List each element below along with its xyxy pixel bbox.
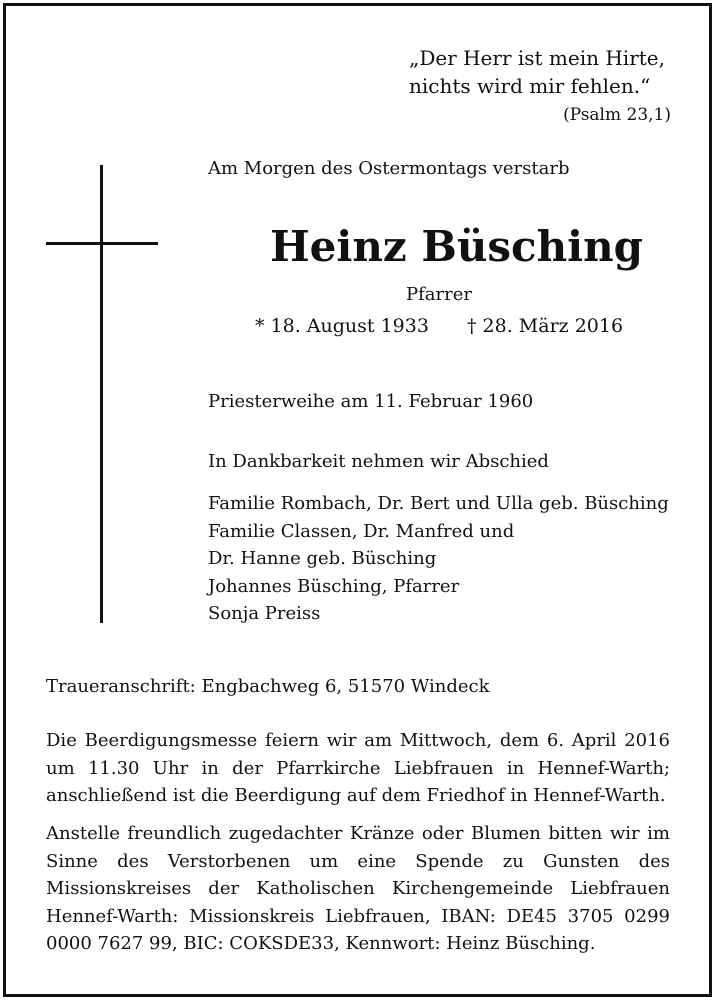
cross-icon-beam <box>46 242 158 245</box>
mourning-address: Traueranschrift: Engbachweg 6, 51570 Windeck <box>46 676 490 697</box>
mourner-item: Sonja Preiss <box>208 603 321 624</box>
psalm-line-2: nichts wird mir fehlen.“ <box>408 74 651 98</box>
cross-icon <box>100 165 103 623</box>
farewell-text: In Dankbarkeit nehmen wir Abschied <box>208 451 549 472</box>
mourners-list <box>208 490 669 628</box>
donation-details: Anstelle freundlich zugedachter Kränze oder Blumen bitten wir im Sinne des Verstorbenen um eine Spende zu Gunsten des Missionskreises der Katholischen Kirchengemeinde Liebfrauen Hennef-Warth: Missionskreis Liebfrauen, IBAN: DE45 3705 0299 0000 7627 99, BIC: COKSDE33, Kennwort: Heinz Büsching. <box>46 823 670 954</box>
psalm-line-1: „Der Herr ist mein Hirte, <box>408 46 665 70</box>
death-date: † 28. März 2016 <box>467 315 624 337</box>
deceased-name: Heinz Büsching <box>270 222 644 271</box>
psalm-reference: (Psalm 23,1) <box>563 105 671 125</box>
psalm-quote <box>409 44 665 100</box>
ordination-date: Priesterweihe am 11. Februar 1960 <box>208 391 534 412</box>
mourner-item: Johannes Büsching, Pfarrer <box>208 575 460 597</box>
intro-text: Am Morgen des Ostermontags verstarb <box>208 158 570 179</box>
funeral-details: Die Beerdigungsmesse feiern wir am Mittwoch, dem 6. April 2016 um 11.30 Uhr in der Pfarrkirche Liebfrauen in Hennef-Warth; anschließend ist die Beerdigung auf dem Friedhof in Hennef-Warth. <box>46 730 670 806</box>
deceased-title: Pfarrer <box>406 284 472 305</box>
mourner-item: Familie Classen, Dr. Manfred und <box>208 520 515 542</box>
birth-date: * 18. August 1933 <box>255 315 429 337</box>
mourner-item: Familie Rombach, Dr. Bert und Ulla geb. Büsching <box>208 493 669 514</box>
mourner-item: Dr. Hanne geb. Büsching <box>208 548 437 569</box>
